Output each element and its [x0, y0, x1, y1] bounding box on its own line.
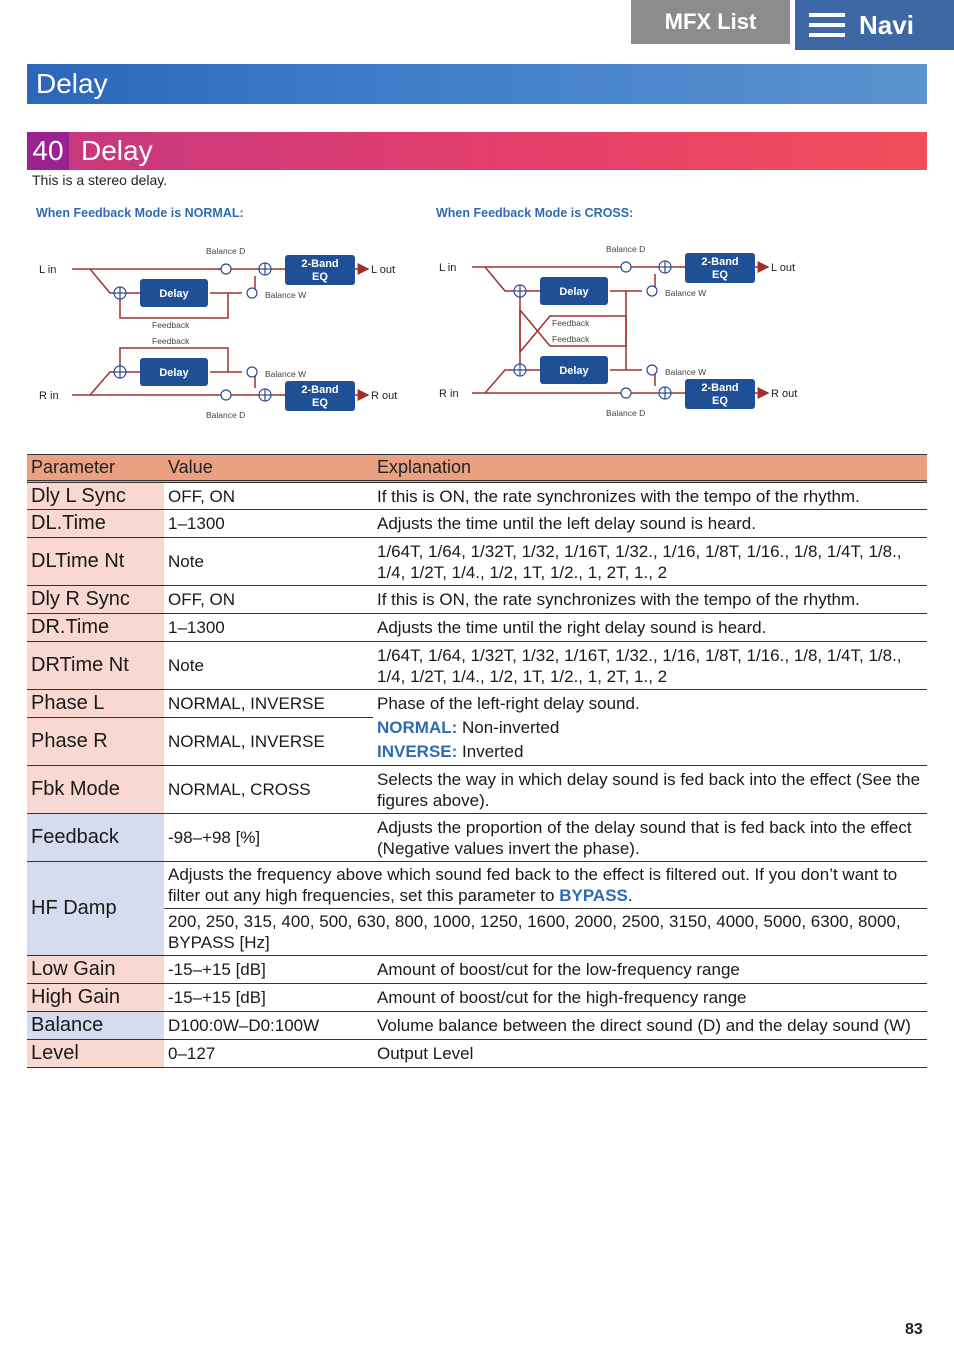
- table-row: [27, 956, 927, 984]
- param-explanation: If this is ON, the rate synchronizes with the tempo of the rhythm.: [373, 482, 927, 510]
- param-explanation: 1/64T, 1/64, 1/32T, 1/32, 1/16T, 1/32., 1/16, 1/8T, 1/16., 1/8, 1/4T, 1/8., 1/4, 1/2T, 1/4., 1/2, 1T, 1/2., 1, 2T, 1., 2: [373, 538, 927, 586]
- param-value: 1–1300: [164, 614, 373, 642]
- table-row: [27, 510, 927, 538]
- page-number: 83: [905, 1321, 923, 1338]
- param-name: Fbk Mode: [27, 766, 164, 814]
- param-value: NORMAL, CROSS: [164, 766, 373, 814]
- balance-w-r: Balance W: [665, 367, 707, 377]
- table-row: [27, 586, 927, 614]
- label-l-out: L out: [771, 262, 796, 274]
- param-explanation: 1/64T, 1/64, 1/32T, 1/32, 1/16T, 1/32., 1/16, 1/8T, 1/16., 1/8, 1/4T, 1/8., 1/4, 1/2T, 1/4., 1/2, 1T, 1/2., 1, 2T, 1., 2: [373, 642, 927, 690]
- param-name: Level: [27, 1040, 164, 1068]
- header-parameter: Parameter: [27, 455, 164, 482]
- table-row: [27, 1040, 927, 1068]
- diagram-normal: [30, 236, 410, 426]
- header-explanation: Explanation: [373, 455, 927, 482]
- hf-damp-explanation: Adjusts the frequency above which sound fed back to the effect is filtered out. If you don’t want to filter out any high frequencies, set this parameter to: [168, 865, 898, 905]
- table-row: [27, 766, 927, 814]
- inverse-text: Inverted: [457, 742, 524, 761]
- table-row: [27, 482, 927, 510]
- param-explanation: Selects the way in which delay sound is fed back into the effect (See the figures above).: [373, 766, 927, 814]
- param-value: D100:0W–D0:100W: [164, 1012, 373, 1040]
- param-value: NORMAL, INVERSE: [164, 690, 373, 718]
- param-explanation: Output Level: [373, 1040, 927, 1068]
- label-r-in: R in: [439, 388, 459, 400]
- effect-header: [27, 132, 927, 170]
- param-value: 1–1300: [164, 510, 373, 538]
- inverse-keyword: INVERSE:: [377, 742, 458, 761]
- param-name: DRTime Nt: [27, 642, 164, 690]
- table-header: [27, 455, 927, 482]
- menu-icon: [809, 7, 845, 43]
- parameter-table: [27, 454, 927, 1068]
- param-name: HF Damp: [27, 862, 164, 956]
- eq-l-label-1: 2-Band: [701, 256, 739, 268]
- param-name: Phase L: [27, 690, 164, 718]
- hf-damp-explanation-end: .: [627, 886, 633, 905]
- param-value: OFF, ON: [164, 482, 373, 510]
- param-value: NORMAL, INVERSE: [164, 718, 373, 766]
- header-value: Value: [164, 455, 373, 482]
- delay-r-label: Delay: [159, 367, 189, 379]
- balance-d-r: Balance D: [606, 408, 646, 418]
- normal-keyword: NORMAL:: [377, 718, 458, 737]
- param-name: Balance: [27, 1012, 164, 1040]
- table-row: [27, 1012, 927, 1040]
- label-l-in: L in: [39, 264, 57, 276]
- section-title: Delay: [27, 64, 927, 104]
- param-explanation: Adjusts the proportion of the delay sound that is fed back into the effect (Negative values invert the phase).: [373, 814, 927, 862]
- table-row: [27, 814, 927, 862]
- balance-w-l: Balance W: [265, 290, 307, 300]
- param-name: Feedback: [27, 814, 164, 862]
- delay-l-label: Delay: [559, 286, 589, 298]
- param-value: OFF, ON: [164, 586, 373, 614]
- effect-name: Delay: [81, 135, 153, 166]
- param-name: DR.Time: [27, 614, 164, 642]
- param-explanation: Adjusts the time until the left delay sound is heard.: [373, 510, 927, 538]
- param-value: Note: [164, 642, 373, 690]
- delay-r-label: Delay: [559, 365, 589, 377]
- feedback-r: Feedback: [152, 336, 190, 346]
- table-row: [27, 690, 927, 718]
- param-explanation: Amount of boost/cut for the high-frequency range: [373, 984, 927, 1012]
- eq-l-label-1: 2-Band: [301, 258, 339, 270]
- label-r-in: R in: [39, 390, 59, 402]
- table-row: [27, 984, 927, 1012]
- feedback-l: Feedback: [152, 320, 190, 330]
- delay-l-label: Delay: [159, 288, 189, 300]
- param-value: 200, 250, 315, 400, 500, 630, 800, 1000, 1250, 1600, 2000, 2500, 3150, 4000, 5000, 6300, 8000, BYPASS [Hz]: [164, 909, 927, 956]
- balance-d-l: Balance D: [206, 246, 246, 256]
- normal-text: Non-inverted: [457, 718, 560, 737]
- mfx-list-label: MFX List: [664, 9, 757, 34]
- navi-button[interactable]: [795, 0, 954, 50]
- feedback-r: Feedback: [552, 334, 590, 344]
- param-explanation: If this is ON, the rate synchronizes with the tempo of the rhythm.: [373, 586, 927, 614]
- phase-explanation-line: Phase of the left-right delay sound.: [377, 694, 640, 713]
- param-name: DLTime Nt: [27, 538, 164, 586]
- table-row: [27, 642, 927, 690]
- mfx-list-button[interactable]: [631, 0, 790, 44]
- eq-r-label-2: EQ: [712, 395, 728, 407]
- eq-r-label-1: 2-Band: [701, 382, 739, 394]
- figure-cross-title: When Feedback Mode is CROSS:: [436, 206, 634, 220]
- phase-normal-line: [377, 717, 923, 738]
- param-value: -98–+98 [%]: [164, 814, 373, 862]
- effect-number: 40: [27, 132, 69, 170]
- param-value: 0–127: [164, 1040, 373, 1068]
- eq-r-label-2: EQ: [312, 397, 328, 409]
- param-name: High Gain: [27, 984, 164, 1012]
- label-r-out: R out: [371, 390, 398, 402]
- param-name: DL.Time: [27, 510, 164, 538]
- balance-w-r: Balance W: [265, 369, 307, 379]
- balance-d-l: Balance D: [606, 244, 646, 254]
- param-name: Dly L Sync: [27, 482, 164, 510]
- param-value: -15–+15 [dB]: [164, 956, 373, 984]
- eq-l-label-2: EQ: [312, 271, 328, 283]
- balance-d-r: Balance D: [206, 410, 246, 420]
- param-value: Note: [164, 538, 373, 586]
- bypass-keyword: BYPASS: [559, 886, 628, 905]
- table-row: [27, 538, 927, 586]
- param-name: Low Gain: [27, 956, 164, 984]
- param-name: Phase R: [27, 718, 164, 766]
- phase-inverse-line: [377, 741, 923, 762]
- param-explanation: Adjusts the time until the right delay sound is heard.: [373, 614, 927, 642]
- navi-label: Navi: [859, 9, 914, 40]
- label-r-out: R out: [771, 388, 798, 400]
- param-explanation: Volume balance between the direct sound (D) and the delay sound (W): [373, 1012, 927, 1040]
- balance-w-l: Balance W: [665, 288, 707, 298]
- param-explanation: [164, 862, 927, 909]
- table-row: [27, 862, 927, 909]
- feedback-l: Feedback: [552, 318, 590, 328]
- label-l-in: L in: [439, 262, 457, 274]
- diagram-cross: [430, 236, 810, 426]
- eq-r-label-1: 2-Band: [301, 384, 339, 396]
- param-explanation: Amount of boost/cut for the low-frequency range: [373, 956, 927, 984]
- effect-description: This is a stereo delay.: [32, 172, 168, 188]
- param-value: -15–+15 [dB]: [164, 984, 373, 1012]
- figure-normal-title: When Feedback Mode is NORMAL:: [36, 206, 244, 220]
- eq-l-label-2: EQ: [712, 269, 728, 281]
- param-name: Dly R Sync: [27, 586, 164, 614]
- table-row: [27, 614, 927, 642]
- label-l-out: L out: [371, 264, 396, 276]
- param-explanation: [373, 690, 927, 766]
